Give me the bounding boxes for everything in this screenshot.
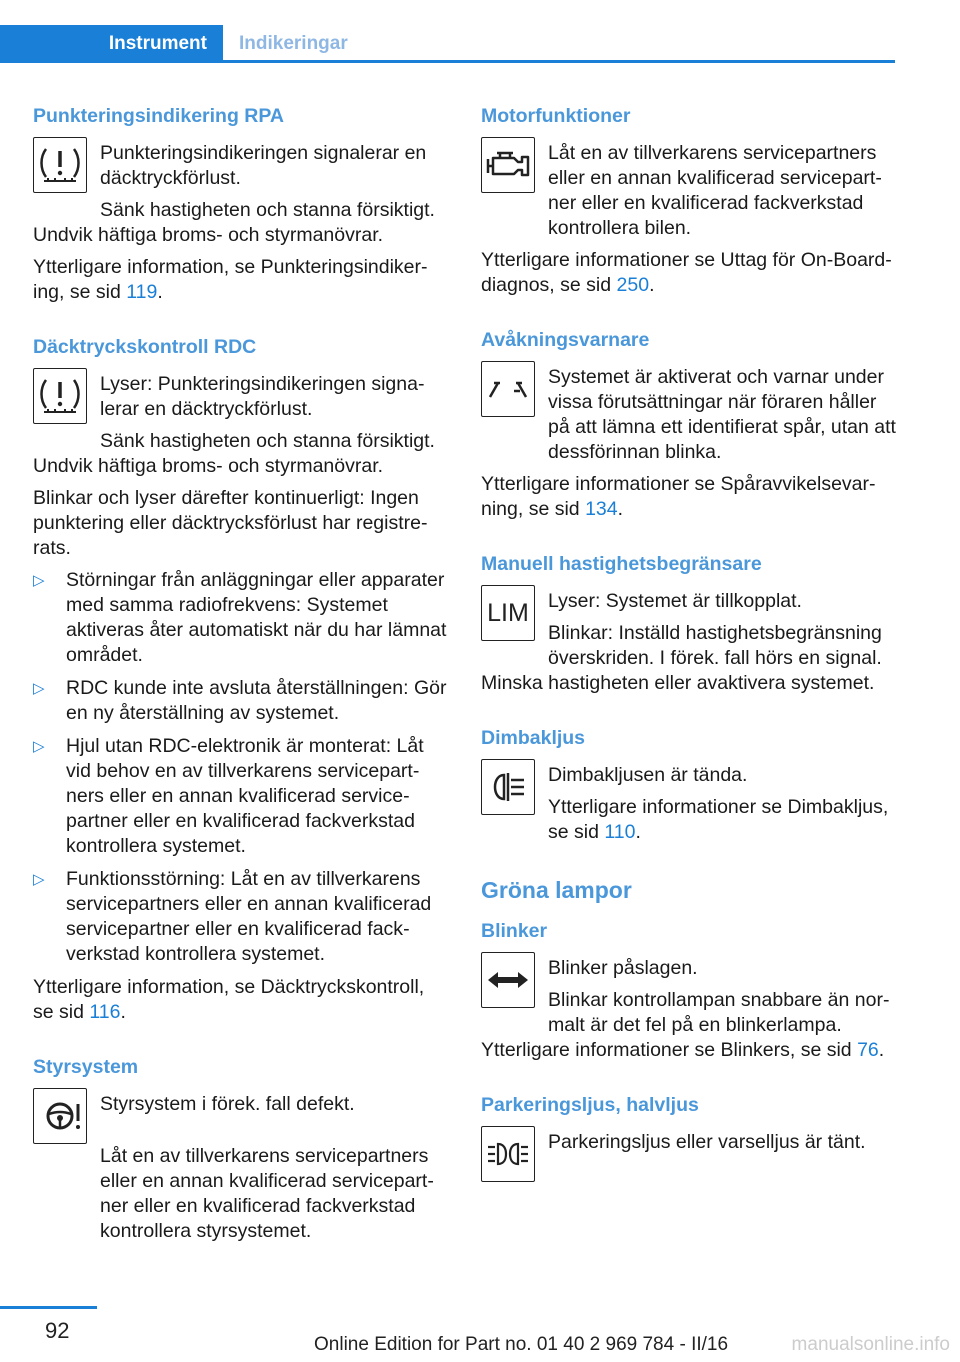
body-text: Minska hastigheten eller avaktivera systemet.: [481, 672, 875, 694]
page-link[interactable]: 250: [616, 274, 650, 296]
info-text: Ytterligare informationer se Uttag för On-Board-diagnos, se sid 250.: [481, 249, 892, 296]
page-link[interactable]: 116: [89, 1001, 121, 1023]
list-item: ▷ Hjul utan RDC-elektronik är monterat: Låt vid behov en av tillverkarens servicepartners eller en annan kvalificerad servicepartner eller en kvalificerad fackverkstad kontrollera systemet.: [33, 734, 448, 859]
tire-pressure-warning-icon: [33, 368, 87, 424]
body-text: Låt en av tillverkarens servicepartners eller en annan kvalificerad servicepartner eller en kvalificerad fackverkstad kontrollera bilen.: [548, 142, 882, 239]
info-text: Ytterligare informationer se Blinkers, se sid 76.: [481, 1039, 885, 1061]
turn-signal-icon: [481, 952, 535, 1008]
list-item: ▷ Störningar från anläggningar eller apparater med samma radiofrekvens: Systemet aktiveras åter automatiskt när du har lämnat området.: [33, 568, 448, 668]
header-rule: [0, 60, 895, 63]
info-text: Ytterligare informationer se Dimbakljus, se sid 110.: [548, 796, 889, 843]
parking-light-icon: [481, 1126, 535, 1182]
body-text: Undvik häftiga broms- och styrmanövrar.: [33, 455, 384, 477]
body-text: Undvik häftiga broms- och styrmanövrar.: [33, 224, 384, 246]
body-text: Blinkar kontrollampan snabbare än normalt är det fel på en blinkerlampa.: [548, 989, 890, 1036]
tab-instrument[interactable]: Instrument: [0, 25, 223, 62]
right-column: [481, 104, 896, 1212]
body-text: Styrsystem i förek. fall defekt.: [100, 1093, 355, 1115]
section-title: Parkeringsljus, halvljus: [481, 1094, 699, 1116]
info-text: Ytterligare informationer se Spåravvikelsevarning, se sid 134.: [481, 473, 876, 520]
section-lane: [481, 328, 896, 522]
tire-pressure-warning-icon: [33, 137, 87, 193]
section-title: Punkteringsindikering RPA: [33, 105, 285, 127]
body-text: Låt en av tillverkarens servicepartners eller en annan kvalificerad servicepartner eller en kvalificerad fackverkstad kontrollera styrsystemet.: [100, 1145, 434, 1242]
rear-fog-light-icon: [481, 759, 535, 815]
left-column: [33, 104, 448, 1274]
section-rdc: [33, 335, 448, 1025]
section-title: Avåkningsvarnare: [481, 329, 650, 351]
body-text: Dimbakljusen är tända.: [548, 764, 748, 786]
watermark: manualsonline.info: [791, 1334, 950, 1355]
section-title: Manuell hastighetsbegränsare: [481, 553, 762, 575]
body-text: Lyser: Systemet är tillkopplat.: [548, 590, 802, 612]
footer-rule: [0, 1306, 97, 1309]
speed-limiter-icon: LIM: [481, 585, 535, 641]
body-text: Blinker påslagen.: [548, 957, 698, 979]
edition-text: Online Edition for Part no. 01 40 2 969 784 - II/16: [314, 1334, 729, 1355]
section-title: Motorfunktioner: [481, 105, 631, 127]
section-rpa: [33, 104, 448, 305]
section-fog: [481, 726, 896, 845]
list-item: ▷ Funktionsstörning: Låt en av tillverkarens servicepartners eller en annan kvalificerad servicepartner eller en kvalificerad fackverkstad kontrollera systemet.: [33, 867, 448, 967]
page-link[interactable]: 110: [604, 821, 636, 843]
page-link[interactable]: 119: [126, 281, 158, 303]
info-text: Ytterligare information, se Punkteringsindikering, se sid 119.: [33, 256, 428, 303]
body-text: Sänk hastigheten och stanna försiktigt.: [100, 430, 435, 452]
section-engine: [481, 104, 896, 298]
section-parking: [481, 1093, 896, 1182]
section-title: Blinker: [481, 920, 548, 942]
section-limiter: [481, 552, 896, 696]
lane-departure-icon: [481, 361, 535, 417]
section-title: Styrsystem: [33, 1056, 139, 1078]
page-link[interactable]: 76: [857, 1039, 879, 1061]
list-item: ▷ RDC kunde inte avsluta återställningen: Gör en ny återställning av systemet.: [33, 676, 448, 726]
bullet-list: [33, 568, 448, 967]
body-text: Parkeringsljus eller varselljus är tänt.: [548, 1131, 866, 1153]
page-number: 92: [45, 1318, 70, 1343]
body-text: Lyser: Punkteringsindikeringen signalerar en däcktryckförlust.: [100, 373, 425, 420]
tab-indikeringar[interactable]: Indikeringar: [239, 32, 348, 54]
green-lamps-heading: Gröna lampor: [481, 877, 632, 903]
page-link[interactable]: 134: [585, 498, 618, 520]
section-blinker: [481, 919, 896, 1063]
info-text: Ytterligare information, se Däcktryckskontroll, se sid 116.: [33, 976, 425, 1023]
section-title: Däcktryckskontroll RDC: [33, 336, 257, 358]
body-text: Punkteringsindikeringen signalerar en däcktryckförlust.: [100, 142, 427, 189]
body-text: Blinkar och lyser därefter kontinuerligt: Ingen punktering eller däcktrycksförlust har registrerats.: [33, 487, 428, 559]
engine-icon: [481, 137, 535, 193]
section-steering: [33, 1055, 448, 1244]
body-text: Systemet är aktiverat och varnar under vissa förutsättningar när föraren håller på att lämna ett identifierat spår, utan att dessförinnan blinka.: [548, 366, 896, 463]
section-title: Dimbakljus: [481, 727, 586, 749]
body-text: Sänk hastigheten och stanna försiktigt.: [100, 199, 435, 221]
steering-wheel-warning-icon: [33, 1088, 87, 1144]
body-text: Blinkar: Inställd hastighetsbegränsning överskriden. I förek. fall hörs en signal.: [548, 622, 882, 669]
